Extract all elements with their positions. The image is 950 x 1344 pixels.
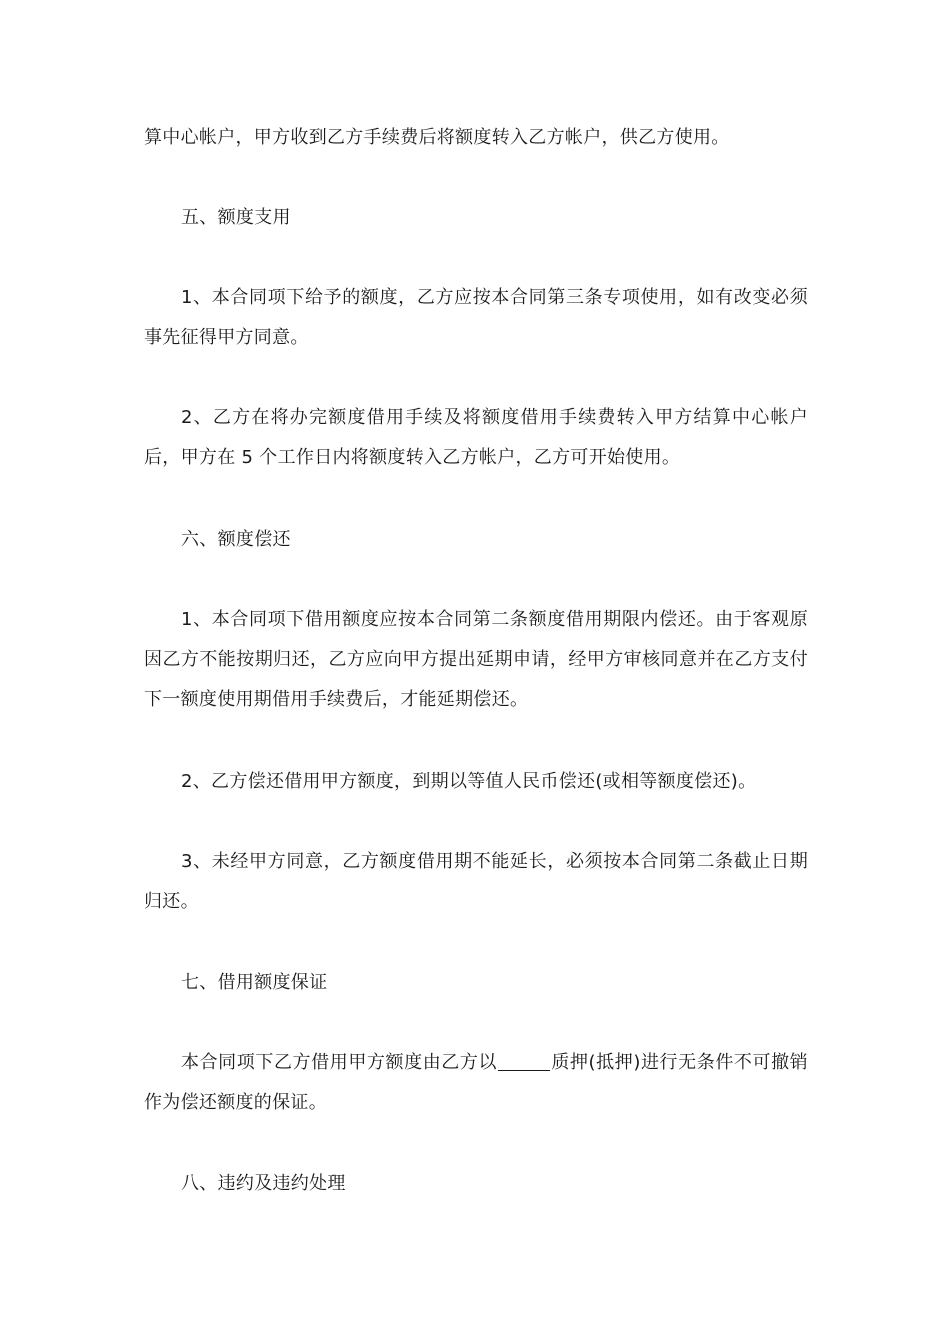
section-heading-7: 七、借用额度保证 bbox=[181, 972, 328, 993]
clause-6-3: 3、未经甲方同意，乙方额度借用期不能延长，必须按本合同第二条截止日期归还。 bbox=[144, 851, 808, 912]
fill-in-blank bbox=[498, 1052, 550, 1071]
clause-6-1: 1、本合同项下借用额度应按本合同第二条额度借用期限内偿还。由于客观原因乙方不能按期归还，乙方应向甲方提出延期申请，经甲方审核同意并在乙方支付下一额度使用期借用手续费后，才能延期偿还。 bbox=[144, 609, 808, 710]
clause-5-2: 2、乙方在将办完额度借用手续及将额度借用手续费转入甲方结算中心帐户后，甲方在 5 个工作日内将额度转入乙方帐户，乙方可开始使用。 bbox=[144, 407, 808, 468]
clause-5-1: 1、本合同项下给予的额度，乙方应按本合同第三条专项使用，如有改变必须事先征得甲方同意。 bbox=[144, 287, 808, 348]
section-heading-6: 六、额度偿还 bbox=[181, 529, 291, 550]
clause-7-text-start: 本合同项下乙方借用甲方额度由乙方以 bbox=[181, 1052, 498, 1073]
paragraph-continuation: 算中心帐户，甲方收到乙方手续费后将额度转入乙方帐户，供乙方使用。 bbox=[144, 127, 730, 148]
clause-7-text-end: 质押(抵押)进行无条件不可撤销作为偿还额度的保证。 bbox=[144, 1052, 808, 1113]
section-heading-5: 五、额度支用 bbox=[181, 207, 291, 228]
section-heading-8: 八、违约及违约处理 bbox=[181, 1173, 346, 1194]
clause-7 bbox=[144, 1043, 808, 1123]
clause-6-2: 2、乙方偿还借用甲方额度，到期以等值人民币偿还(或相等额度偿还)。 bbox=[181, 771, 757, 792]
